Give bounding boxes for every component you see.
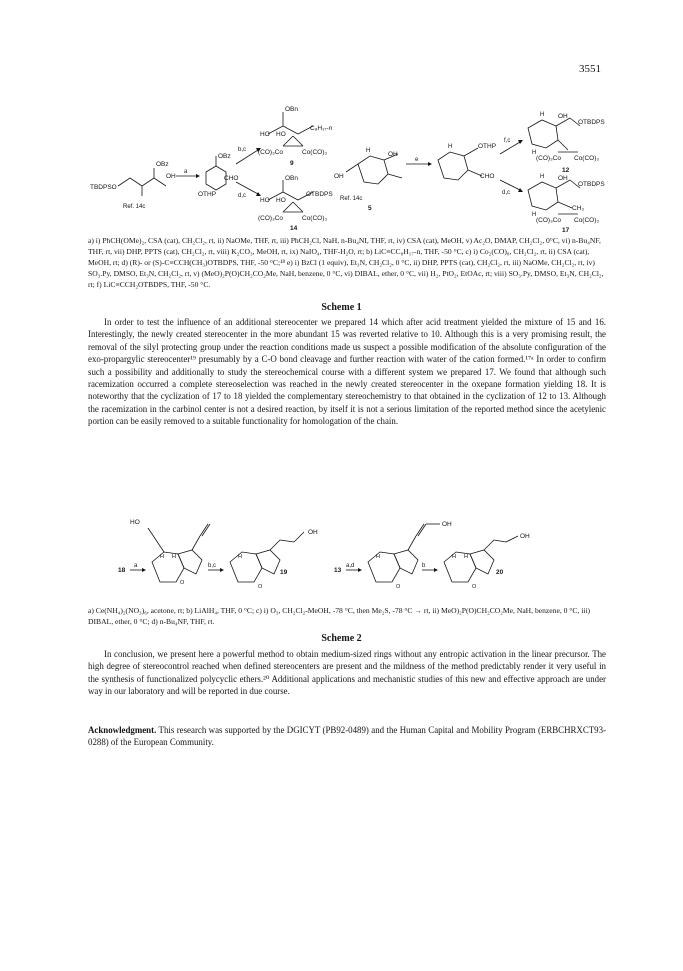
otbdps3-label: OTBDPS bbox=[578, 181, 605, 188]
cobalt-b-label: Co(CO)₃ bbox=[302, 215, 328, 222]
compound-thp-aldehyde bbox=[438, 143, 496, 180]
cho2-label: CHO bbox=[480, 173, 495, 180]
scheme-2-caption: a) Ce(NH₄)₂(NO₃)₆, acetone, rt; b) LiAlH₄, THF, 0 °C; c) i) O₃, CH₂Cl₂-MeOH, -78 °C, then Me₂S, -78 °C → rt, ii) MeO)₂P(O)CH₂CO₂Me, NaH, benzene, 0 °C, iii) DIBAL, ether, 0 °C; d) n-Bu₄NF, THF, rt. bbox=[88, 606, 591, 626]
compound-starting-material bbox=[90, 161, 176, 210]
scheme-2-figure bbox=[108, 512, 548, 594]
oh2-label: OH bbox=[442, 521, 452, 528]
compound-aldehyde-intermediate bbox=[198, 153, 238, 198]
oh1-label: OH bbox=[308, 529, 318, 536]
compound-number-20: 20 bbox=[496, 569, 504, 576]
o3-label: O bbox=[396, 584, 401, 590]
obn-label: OBn bbox=[285, 106, 299, 113]
h-label: H bbox=[366, 148, 371, 154]
obz-label: OBz bbox=[156, 161, 169, 168]
obn2-label: OBn bbox=[285, 175, 299, 182]
paragraph-1 bbox=[88, 316, 606, 428]
compound-12 bbox=[528, 112, 605, 174]
compound-number-18: 18 bbox=[118, 567, 126, 574]
compound-number-13: 13 bbox=[334, 567, 342, 574]
cobalt-a-label: (CO)₃Co bbox=[258, 215, 284, 222]
reagent-bc-label: b,c bbox=[238, 147, 247, 153]
reagent-fc-label: f,c bbox=[504, 138, 511, 144]
cobalt-f-label: Co(CO)₃ bbox=[574, 217, 600, 224]
arrow-e bbox=[406, 157, 432, 166]
paragraph-2-text: In conclusion, we present here a powerful method to obtain medium-sized rings without any entropic activation in the linear precursor. The high degree of stereocontrol reached when defined stereocenters are present and the mildness of the method predictably render it very useful in the synthesis of functionalized polycyclic ethers.²⁰ Additional applications and mechanistic studies of this new and effective approach are under way in our laboratory and will be reported in due course. bbox=[88, 649, 606, 697]
compound-20-structure bbox=[444, 533, 530, 590]
o4-label: O bbox=[472, 584, 477, 590]
h4-label: H bbox=[532, 150, 537, 156]
otbdps-label: OTBDPS bbox=[306, 191, 333, 198]
scheme-2-title: Scheme 2 bbox=[321, 633, 362, 644]
o2-label: O bbox=[258, 584, 263, 590]
cobalt-d-label: Co(CO)₃ bbox=[574, 155, 600, 162]
scheme-2-svg bbox=[108, 512, 548, 594]
cobalt-left-label: (CO)₃Co bbox=[258, 149, 284, 156]
obz2-label: OBz bbox=[218, 153, 231, 160]
paragraph-1-text: In order to test the influence of an additional stereocenter we prepared 14 which after acid treatment yielded the mixture of 15 and 16. Interestingly, the newly created stereocenter in the more abundant 15 was reverted relative to 10. Although this is a very promising result, the removal of the silyl protecting group under the reaction conditions made us suspect a possible modification of the absolute configuration of the exo-propargylic stereocenter¹⁹ presumably by a C-O bond cleavage and further reaction with water of the cation formed.¹⁷ᵃ In order to confirm such a possibility and additionally to study the stereochemical course with a different system we prepared 17. We found that although such racemization occurred a complete stereoselection was reached in the newly created stereocenter in the oxepane formation yielding 18. It is noteworthy that the cyclization of 17 to 18 yielded the complementary stereochemistry to that obtained in the cyclization of 12 to 13. Although the racemization in the carbinol center is not a desired reaction, by itself it is not a serious limitation of the reported method since the acetylenic portion can be easily removed to a suitable functionality for homologation of the chain. bbox=[88, 317, 606, 427]
h5-label: H bbox=[452, 554, 456, 560]
compound-number-19: 19 bbox=[280, 569, 288, 576]
arrow-fc bbox=[500, 138, 523, 154]
reagent-a-label: a bbox=[184, 169, 188, 175]
oh5-label: OH bbox=[558, 175, 568, 182]
h3-label: H bbox=[540, 112, 545, 118]
otbdps2-label: OTBDPS bbox=[578, 119, 605, 126]
compound-number-14: 14 bbox=[290, 225, 298, 232]
tbdpso-label: TBDPSO bbox=[90, 184, 117, 191]
reagent-e-label: e bbox=[415, 157, 419, 163]
acknowledgment bbox=[88, 724, 606, 749]
scheme-1-title: Scheme 1 bbox=[321, 302, 362, 313]
ho-label-2: HO bbox=[276, 131, 286, 138]
oh3-label: OH bbox=[520, 533, 530, 540]
cobalt-c-label: (CO)₃Co bbox=[536, 155, 562, 162]
ho3-label: HO bbox=[260, 197, 270, 204]
h6-label: H bbox=[532, 212, 537, 218]
reagent-ad-label: a,d bbox=[346, 563, 355, 569]
ch3-label: CH₃ bbox=[572, 205, 585, 212]
compound-17 bbox=[528, 174, 605, 233]
compound-14 bbox=[258, 175, 333, 232]
othp2-label: OTHP bbox=[478, 143, 497, 150]
cho-label: CHO bbox=[224, 175, 239, 182]
ho4-label: HO bbox=[276, 197, 286, 204]
h2-label: H bbox=[172, 554, 176, 560]
compound-number-17: 17 bbox=[562, 227, 570, 233]
reference-2-label: Ref. 14c bbox=[340, 196, 363, 202]
h5-label: H bbox=[540, 174, 545, 180]
compound-5 bbox=[334, 148, 402, 212]
compound-19-structure bbox=[230, 529, 318, 590]
reagent-dc-label: d,c bbox=[238, 193, 247, 199]
h4-label: H bbox=[376, 554, 380, 560]
scheme-1-caption: a) i) PhCH(OMe)₂, CSA (cat), CH₂Cl₂, rt, ii) NaOMe, THF, rt, iii) PhCH₂Cl, NaH, n-Bu₄NI, THF, rt, iv) CSA (cat), MeOH, v) Ac₂O, DMAP, CH₂Cl₂, 0°C, vi) n-Bu₄NF, THF, rt, vii) DHP, PPTS (cat), CH₂Cl₂, rt, viii) K₂CO₃, MeOH, rt, ix) NaIO₄, THF-H₂O, rt; b) LiC≡CC₈H₁₇-n, THF, -50 °C, c) i) Co₂(CO)₈, CH₂Cl₂, rt, ii) CSA (cat), MeOH, rt; d) (R)- or (S)-C≡CCH(CH₃)OTBDPS, THF, -50 °C;¹⁸ e) i) BzCl (1 equiv), Et₃N, CH₂Cl₂, 0 °C, ii) DHP, PPTS (cat), CH₂Cl₂, rt, iii) NaOMe, CH₂Cl₂, rt, iv) SO₃.Py, DMSO, Et₃N, CH₂Cl₂, rt, v) (MeO)₂P(O)CH₂CO₂Me, NaH, benzene, 0 °C, vi) DIBAL, ether, 0 °C, vii) H₂, PtO₂, EtOAc, rt; viii) SO₃.Py, DMSO, Et₃N, CH₂Cl₂, rt; f) LiC≡CCH₂OTBDPS, THF, -50 °C. bbox=[88, 236, 604, 289]
scheme-1-svg bbox=[88, 98, 608, 233]
ho-label: HO bbox=[260, 131, 270, 138]
oh2-label: OH bbox=[334, 173, 344, 180]
reference-label: Ref. 14c bbox=[123, 204, 146, 210]
compound-9 bbox=[258, 106, 333, 167]
octyl-label: C₈H₁₇-n bbox=[310, 125, 333, 132]
cobalt-right-label: Co(CO)₃ bbox=[302, 149, 328, 156]
h3-label: H bbox=[238, 554, 242, 560]
h2-label: H bbox=[448, 144, 453, 150]
acknowledgment-text: This research was supported by the DGICYT (PB92-0489) and the Human Capital and Mobility Program (ERBCHRXCT93-0288) of the European Community. bbox=[88, 725, 606, 748]
reagent-b-label: b bbox=[422, 563, 426, 569]
reagent-bc-label: b,c bbox=[208, 563, 217, 569]
cobalt-e-label: (CO)₃Co bbox=[536, 217, 562, 224]
reagent-a-label: a bbox=[134, 563, 138, 569]
arrow-a bbox=[176, 169, 200, 178]
compound-number-9: 9 bbox=[290, 160, 294, 167]
compound-18-structure bbox=[148, 524, 210, 586]
scheme-1-figure bbox=[88, 98, 608, 233]
h1-label: H bbox=[160, 554, 164, 560]
compound-number-12: 12 bbox=[562, 167, 570, 174]
o1-label: O bbox=[180, 580, 185, 586]
arrow-dc bbox=[236, 182, 261, 199]
oh3-label: OH bbox=[388, 151, 398, 158]
paragraph-2 bbox=[88, 648, 606, 698]
ho-label: HO bbox=[130, 519, 140, 526]
oh-label: OH bbox=[166, 173, 176, 180]
acknowledgment-heading: Acknowledgment. bbox=[88, 725, 157, 735]
h6-label: H bbox=[464, 554, 468, 560]
reagent-dc2-label: d,c bbox=[502, 190, 511, 196]
page-number: 3551 bbox=[579, 63, 601, 75]
oh4-label: OH bbox=[558, 113, 568, 120]
compound-intermediate-structure bbox=[368, 521, 452, 590]
othp-label: OTHP bbox=[198, 191, 217, 198]
compound-number-5: 5 bbox=[368, 205, 372, 212]
arrow-dc-2 bbox=[500, 180, 523, 196]
